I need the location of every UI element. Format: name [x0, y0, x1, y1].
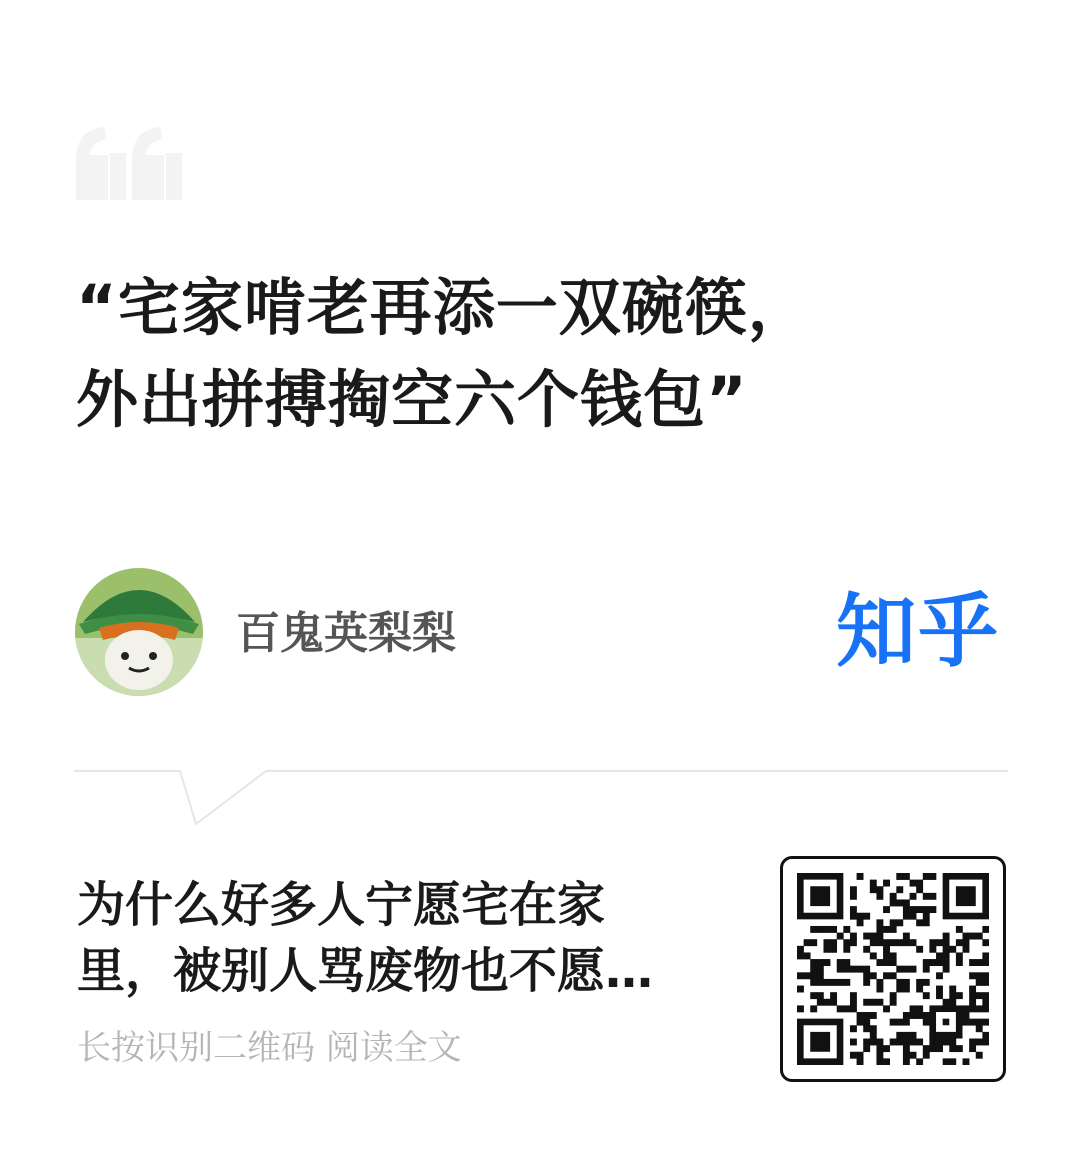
- question-title[interactable]: [77, 872, 737, 1004]
- question-line-1: 为什么好多人宁愿宅在家: [77, 877, 606, 933]
- author-name[interactable]: 百鬼英梨梨: [236, 608, 456, 659]
- open-quote-icon: [74, 125, 184, 200]
- avatar-image: [75, 568, 203, 696]
- scan-hint: 长按识别二维码 阅读全文: [77, 1028, 462, 1068]
- quote-line-1: “宅家啃老再添一双碗筷，: [76, 271, 811, 344]
- qr-code[interactable]: [780, 856, 1006, 1082]
- quote-line-2: 外出拼搏掏空六个钱包”: [76, 363, 748, 436]
- zhihu-logo: 知乎: [836, 585, 1000, 678]
- qr-code-icon: [797, 873, 989, 1065]
- quote-title: [76, 262, 1016, 446]
- question-line-2: 里，被别人骂废物也不愿…: [77, 943, 654, 999]
- speech-divider: [74, 760, 1008, 830]
- avatar[interactable]: [75, 568, 203, 696]
